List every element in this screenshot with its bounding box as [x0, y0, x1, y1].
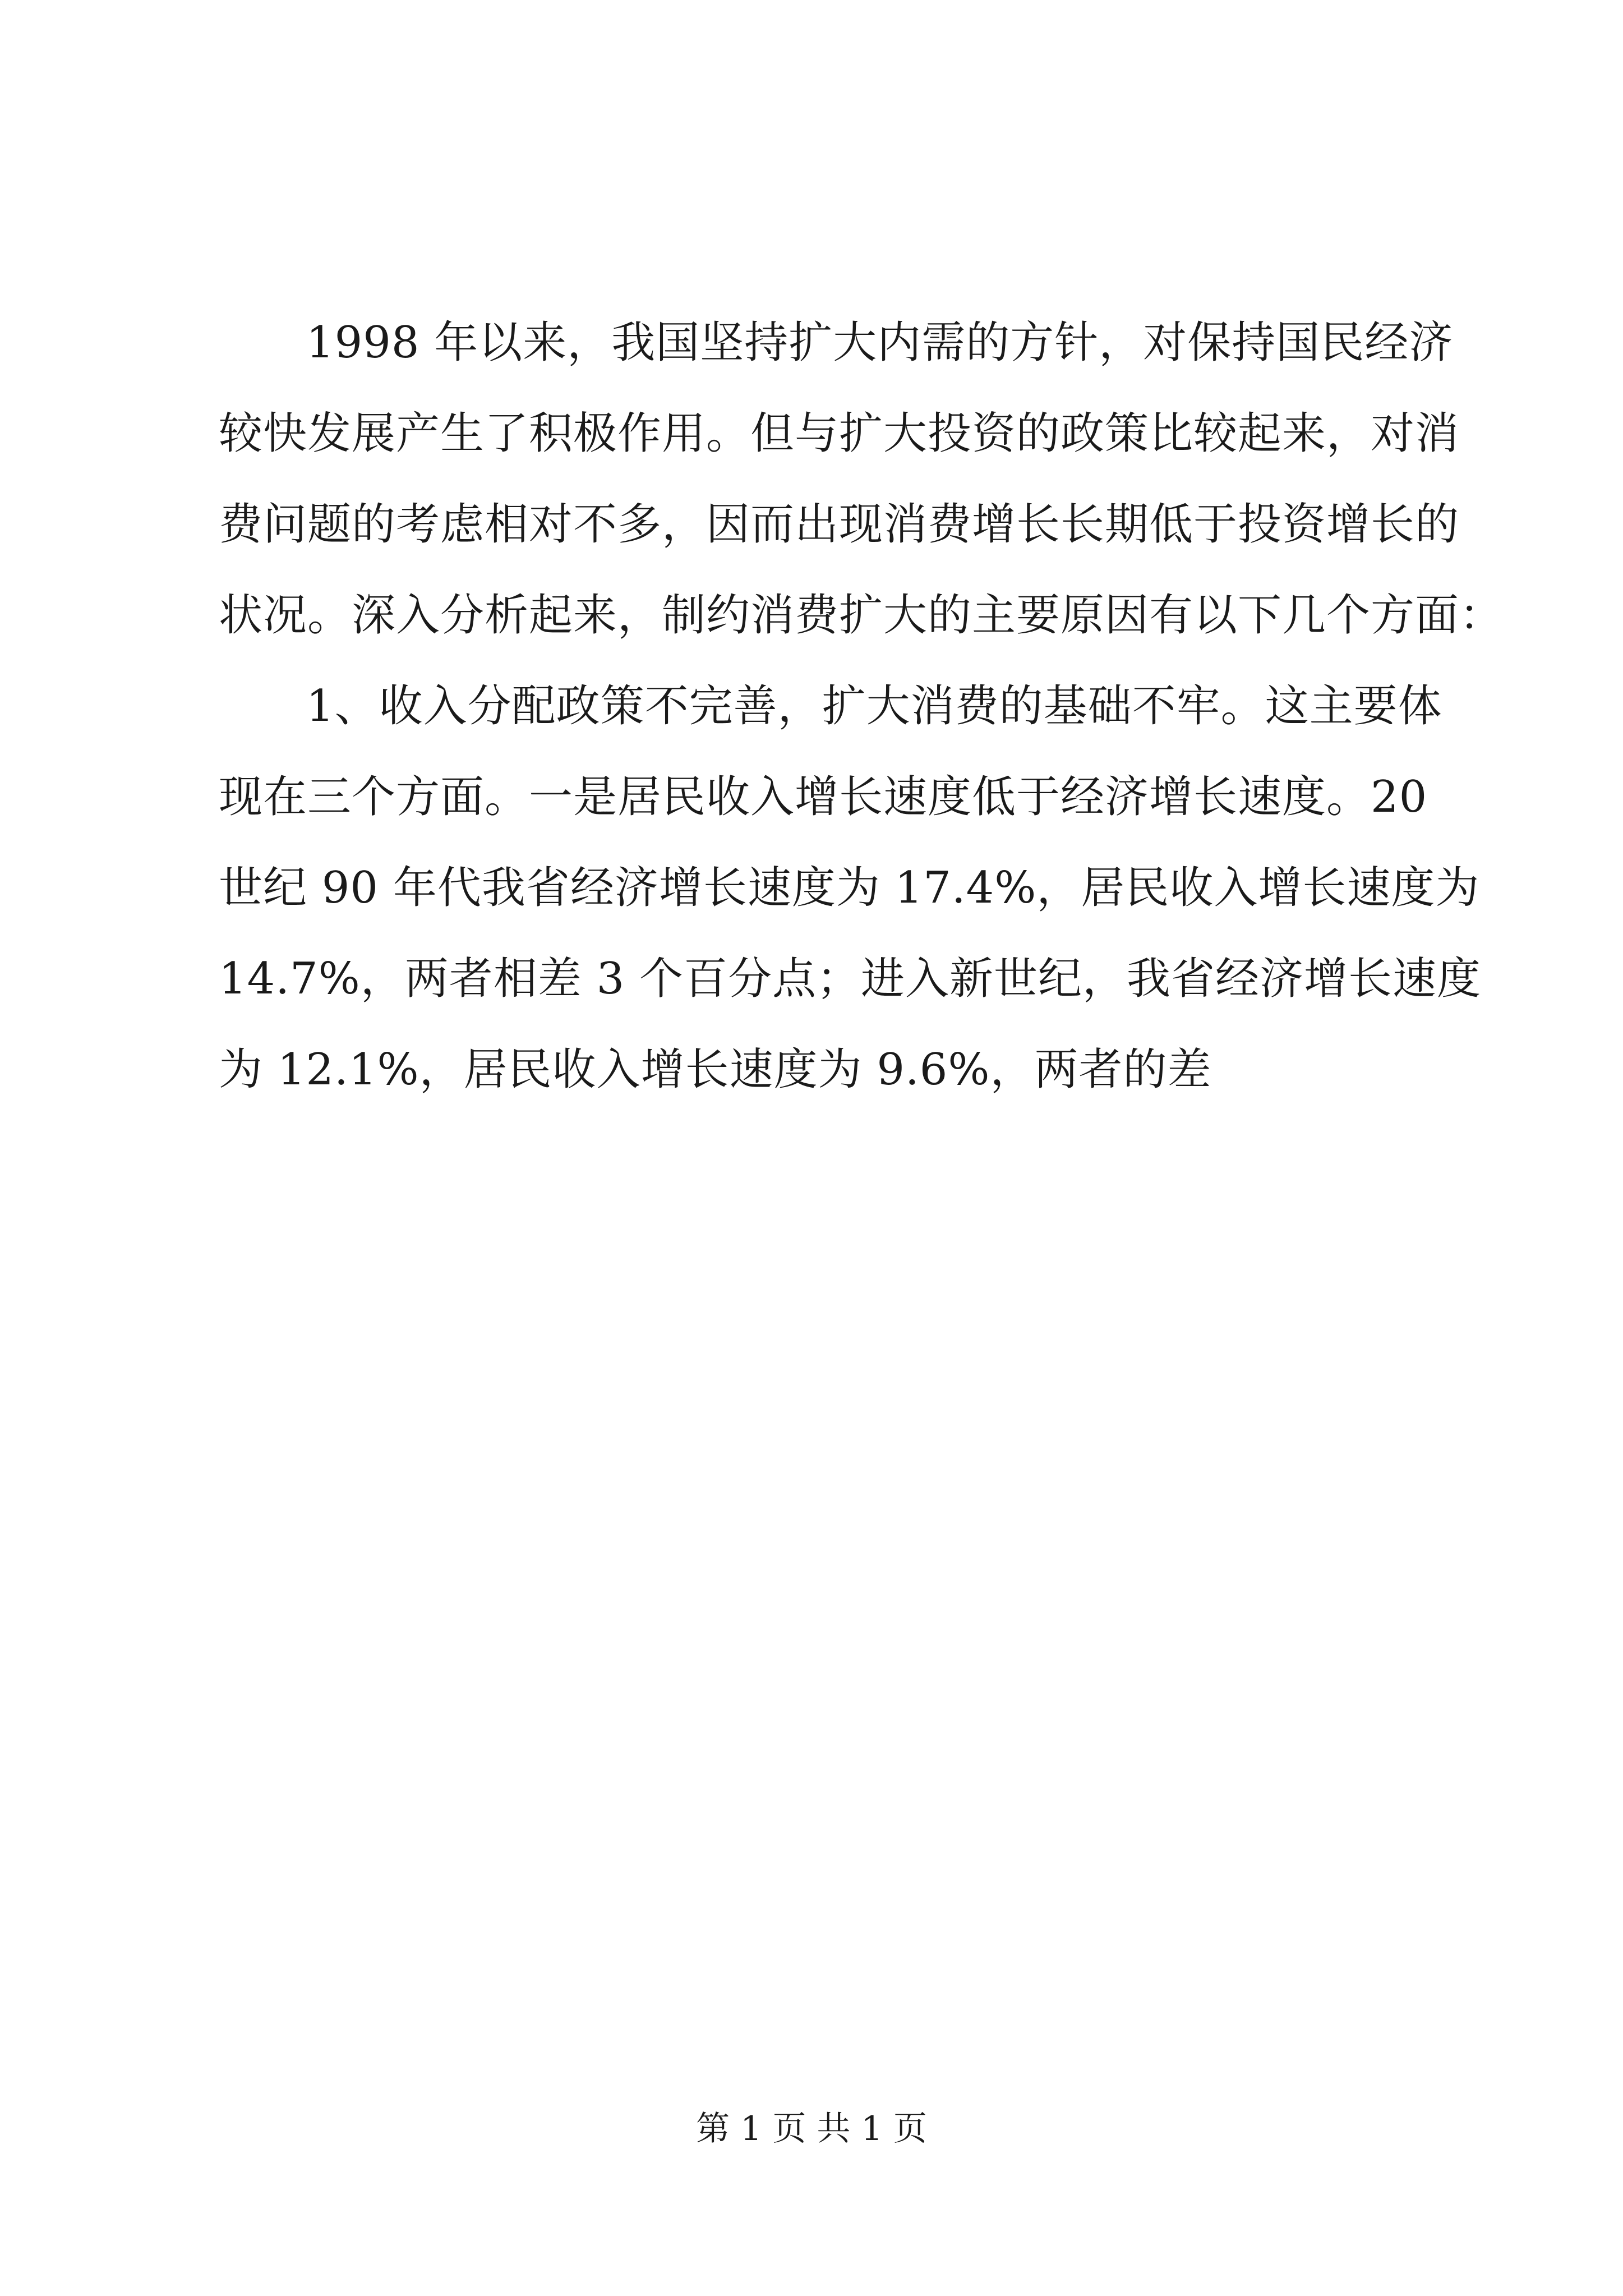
paragraph-2 — [219, 661, 1482, 1115]
paragraph-line: 现在三个方面。一是居民收入增长速度低于经济增长速度。20 — [219, 772, 1428, 822]
paragraph-1 — [219, 297, 1504, 661]
paragraph-line: 费问题的考虑相对不多，因而出现消费增长长期低于投资增长的 — [219, 499, 1460, 550]
paragraph-line: 1、收入分配政策不完善，扩大消费的基础不牢。这主要体 — [306, 681, 1442, 731]
paragraph-line: 1998 年以来，我国坚持扩大内需的方针，对保持国民经济 — [306, 318, 1454, 368]
paragraph-line: 世纪 90 年代我省经济增长速度为 17.4%，居民收入增长速度为 — [219, 863, 1480, 913]
page-footer: 第 1 页 共 1 页 — [696, 2109, 927, 2148]
paragraph-line: 为 12.1%，居民收入增长速度为 9.6%，两者的差 — [219, 1045, 1212, 1095]
paragraph-line: 较快发展产生了积极作用。但与扩大投资的政策比较起来，对消 — [219, 408, 1460, 459]
document-body — [219, 297, 1504, 1115]
paragraph-line: 14.7%，两者相差 3 个百分点；进入新世纪，我省经济增长速度 — [219, 954, 1482, 1004]
paragraph-line: 状况。深入分析起来，制约消费扩大的主要原因有以下几个方面： — [219, 590, 1504, 641]
